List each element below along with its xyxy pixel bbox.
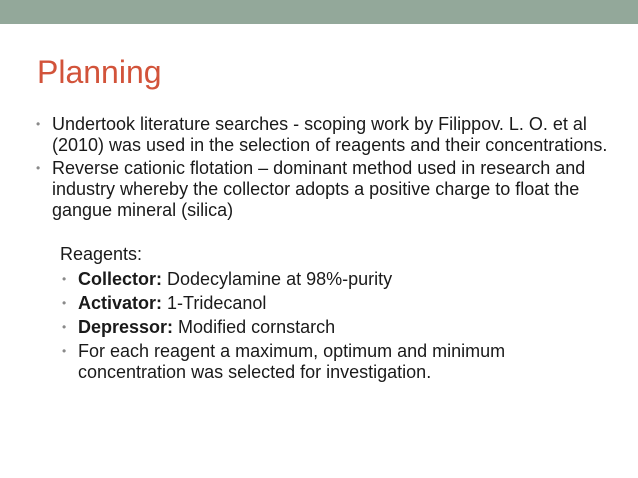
- reagent-text: For each reagent a maximum, optimum and minimum concentration was selected for investigation.: [78, 341, 506, 382]
- reagent-label: Activator:: [78, 293, 163, 313]
- bullet-icon: •: [36, 117, 41, 131]
- bullet-item: [34, 114, 614, 156]
- reagent-text: 1-Tridecanol: [162, 293, 267, 313]
- reagent-label: Collector:: [78, 269, 163, 289]
- slide-title: Planning: [37, 54, 162, 90]
- reagent-text: Dodecylamine at 98%-purity: [162, 269, 393, 289]
- reagent-text: Modified cornstarch: [173, 317, 336, 337]
- bullet-item: [34, 158, 614, 221]
- reagent-item: [60, 269, 614, 290]
- top-accent-bar: [0, 0, 638, 24]
- bullet-text: Undertook literature searches - scoping work by Filippov. L. O. et al (2010) was used in the selection of reagents and their concentrations.: [52, 114, 608, 155]
- slide-body: [34, 114, 614, 386]
- bullet-icon: •: [62, 320, 67, 334]
- bullet-icon: •: [62, 272, 67, 286]
- reagents-section: [60, 243, 614, 383]
- reagent-item: [60, 317, 614, 338]
- reagent-item: [60, 293, 614, 314]
- reagent-label: Depressor:: [78, 317, 174, 337]
- reagent-item: [60, 341, 614, 383]
- bullet-icon: •: [62, 344, 67, 358]
- bullet-icon: •: [36, 161, 41, 175]
- reagents-heading: Reagents:: [60, 244, 143, 264]
- bullet-text: Reverse cationic flotation – dominant method used in research and industry whereby the collector adopts a positive charge to float the gangue mineral (silica): [52, 158, 586, 220]
- bullet-icon: •: [62, 296, 67, 310]
